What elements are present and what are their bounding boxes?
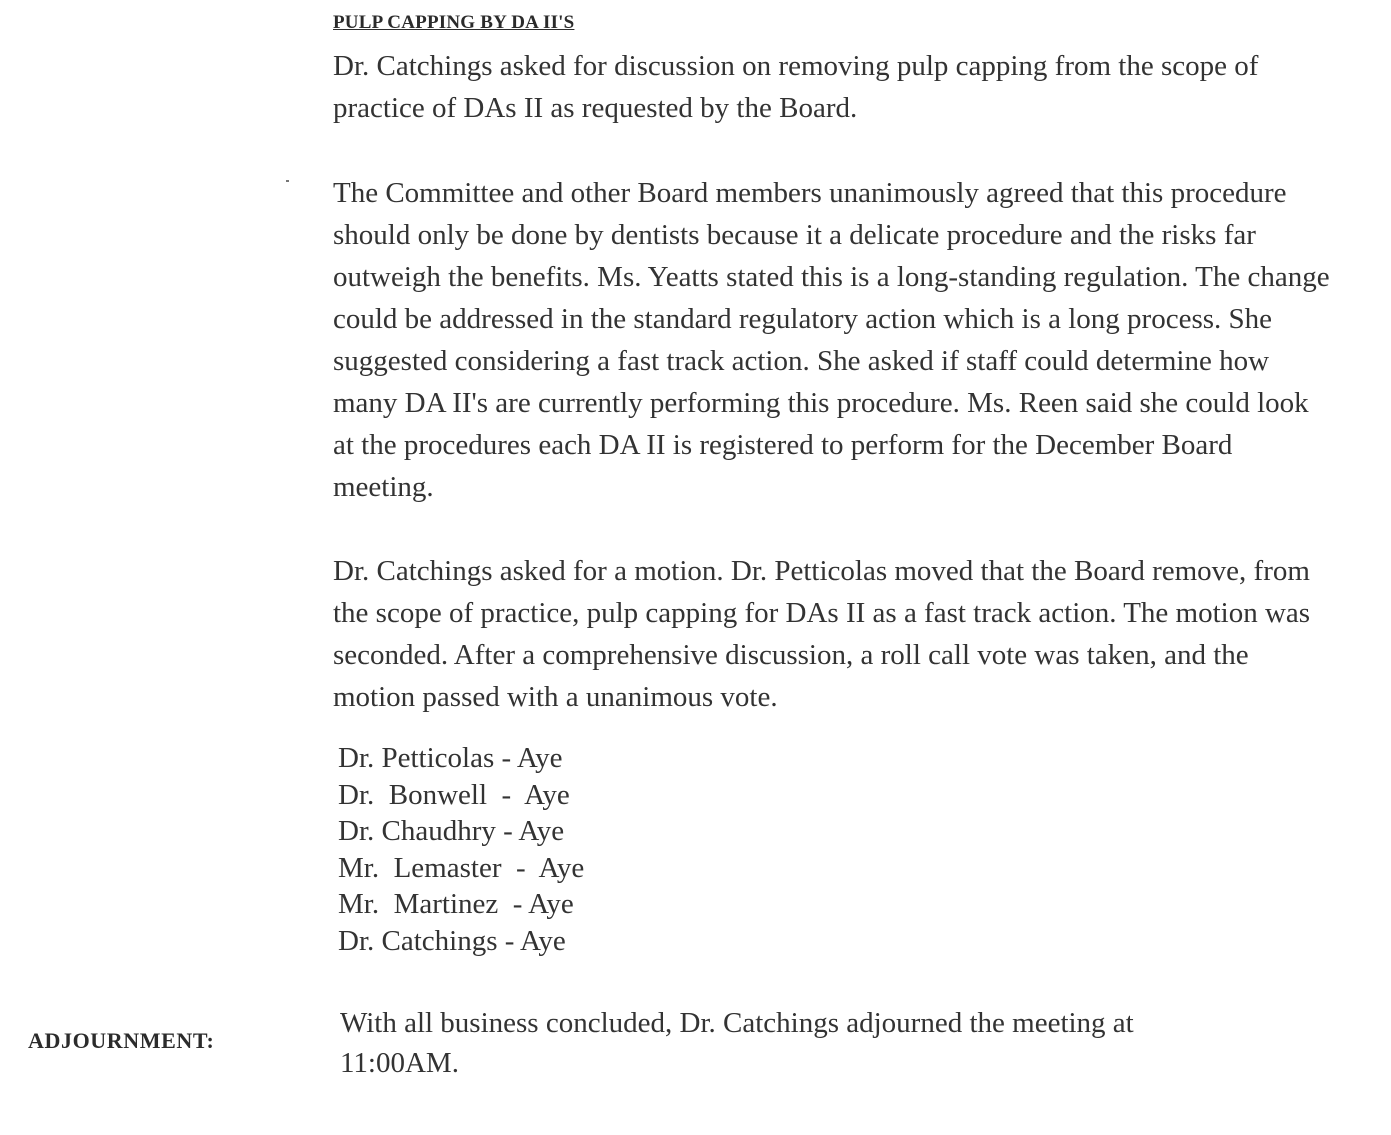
roll-call-vote-list — [338, 740, 584, 960]
paragraph-discussion: Dr. Catchings asked for discussion on removing pulp capping from the scope of practice of DAs II as requested by the Board. — [333, 50, 1259, 124]
adjournment-label: ADJOURNMENT: — [28, 1028, 215, 1053]
vote-item: Mr. Lemaster - Aye — [338, 851, 585, 884]
vote-item: Dr. Catchings - Aye — [338, 924, 566, 957]
paragraph-committee-agreement: The Committee and other Board members unanimously agreed that this procedure should only be done by dentists because it a delicate procedure and the risks far outweigh the benefits. Ms. Yeatts stated this is a long-standing regulation. The change could be addressed in the standard regulatory action which is a long process. She suggested considering a fast track action. She asked if staff could determine how many DA II's are currently performing this procedure. Ms. Reen said she could look at the procedures each DA II is registered to perform for the December Board meeting. — [333, 177, 1330, 503]
vote-item: Dr. Chaudhry - Aye — [338, 815, 565, 848]
adjournment-text: With all business concluded, Dr. Catchings adjourned the meeting at 11:00AM. — [340, 1007, 1134, 1079]
paragraph-motion: Dr. Catchings asked for a motion. Dr. Petticolas moved that the Board remove, from the scope of practice, pulp capping for DAs II as a fast track action. The motion was seconded. After a comprehensive discussion, a roll call vote was taken, and the motion passed with a unanimous vote. — [333, 555, 1311, 713]
scan-speck — [286, 180, 289, 182]
vote-item: Dr. Bonwell - Aye — [338, 778, 570, 811]
vote-item: Mr. Martinez - Aye — [338, 888, 574, 921]
vote-item: Dr. Petticolas - Aye — [338, 742, 563, 774]
section-heading: PULP CAPPING BY DA II'S — [333, 12, 575, 33]
